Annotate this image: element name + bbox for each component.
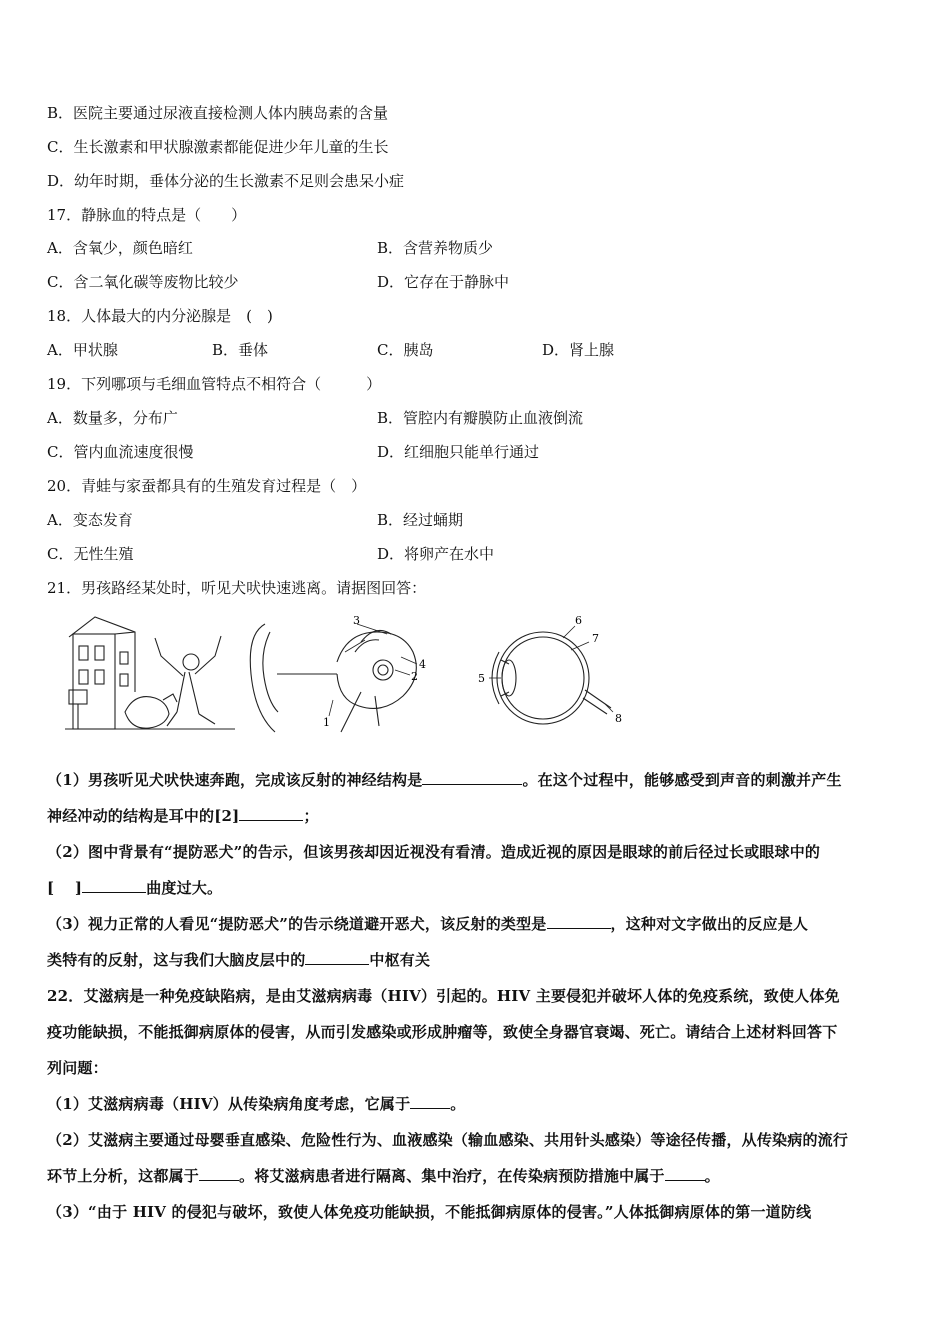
q21-sub3-part-b: ，这种对文字做出的反应是人 <box>610 915 809 933</box>
q21-sub1 <box>47 762 907 834</box>
q17-option-d: D．它存在于静脉中 <box>377 273 510 291</box>
ear-label-4: 4 <box>419 658 426 671</box>
q16-option-c: C．生长激素和甲状腺激素都能促进少年儿童的生长 <box>47 138 389 156</box>
q21-sub1-part-b: 。在这个过程中，能够感受到声音的刺激并产生 <box>522 771 842 789</box>
q22-sub1-part-b: 。 <box>450 1095 466 1113</box>
q19-option-d: D．红细胞只能单行通过 <box>377 443 540 461</box>
q19-option-c: C．管内血流速度很慢 <box>47 443 194 461</box>
q22-sub2 <box>47 1122 907 1194</box>
ear-label-3: 3 <box>353 614 360 627</box>
q21-blank-3[interactable] <box>82 878 146 893</box>
q21-sub3-part-d: 中枢有关 <box>369 951 431 969</box>
q22-stem-line-1: 22．艾滋病是一种免疫缺陷病，是由艾滋病病毒（HIV）引起的。HIV 主要侵犯并破坏人体的免疫系统，致使人体免 <box>47 987 840 1005</box>
q22-sub1-part-a: （1）艾滋病病毒（HIV）从传染病角度考虑，它属于 <box>47 1095 411 1113</box>
q18-option-a: A．甲状腺 <box>47 341 118 359</box>
q21-blank-1[interactable] <box>422 770 522 785</box>
q17-option-c: C．含二氧化碳等废物比较少 <box>47 273 239 291</box>
q22-sub3-part-a: （3）“由于 HIV 的侵犯与破坏，致使人体免疫功能缺损，不能抵御病原体的侵害。”人体抵御病原体的第一道防线 <box>47 1203 812 1221</box>
q21-blank-5[interactable] <box>305 950 369 965</box>
q16-option-d: D．幼年时期，垂体分泌的生长激素不足则会患呆小症 <box>47 172 405 190</box>
q17-stem: 17．静脉血的特点是（ ） <box>47 206 247 224</box>
eye-label-6: 6 <box>575 614 582 627</box>
boy-head <box>183 654 199 670</box>
q22-sub2-part-b: 环节上分析，这都属于 <box>47 1167 200 1185</box>
q16-option-b: B．医院主要通过尿液直接检测人体内胰岛素的含量 <box>47 104 389 122</box>
eye-label-5: 5 <box>478 672 485 685</box>
middle-inner-ear <box>337 632 416 708</box>
q20-option-d: D．将卵产在水中 <box>377 545 495 563</box>
warning-sign <box>69 690 87 704</box>
q22-sub2-part-d: 。 <box>704 1167 720 1185</box>
eye-label-7: 7 <box>592 632 599 645</box>
q20-option-c: C．无性生殖 <box>47 545 134 563</box>
q21-sub1-part-a: （1）男孩听见犬吠快速奔跑，完成该反射的神经结构是 <box>47 771 423 789</box>
q21-blank-4[interactable] <box>547 914 611 929</box>
q18-option-c: C．胰岛 <box>377 341 434 359</box>
q21-sub2-part-b: [ ] <box>47 879 83 897</box>
scene-illustration <box>65 617 235 729</box>
lens <box>502 660 516 696</box>
q22-blank-3[interactable] <box>665 1166 705 1181</box>
eyeball <box>497 632 589 724</box>
q22-blank-2[interactable] <box>199 1166 239 1181</box>
q19-stem: 19．下列哪项与毛细血管特点不相符合（ ） <box>47 375 382 393</box>
q22-stem-line-3: 列问题： <box>47 1059 108 1077</box>
ear-label-1: 1 <box>323 716 330 729</box>
eye-label-8: 8 <box>615 712 622 725</box>
q22-sub1 <box>47 1086 907 1122</box>
q21-blank-2[interactable] <box>239 806 303 821</box>
q17-option-b: B．含营养物质少 <box>377 239 494 257</box>
q22-sub2-part-c: 。将艾滋病患者进行隔离、集中治疗，在传染病预防措施中属于 <box>239 1167 665 1185</box>
q21-sub3-part-a: （3）视力正常的人看见“提防恶犬”的告示绕道避开恶犬，该反射的类型是 <box>47 915 547 933</box>
q20-stem: 20．青蛙与家蚕都具有的生殖发育过程是（ ） <box>47 477 367 495</box>
q22-sub2-part-a: （2）艾滋病主要通过母婴垂直感染、危险性行为、血液感染（输血感染、共用针头感染）等途径传播，从传染病的流行 <box>47 1131 849 1149</box>
q20-option-a: A．变态发育 <box>47 511 133 529</box>
q19-option-b: B．管腔内有瓣膜防止血液倒流 <box>377 409 584 427</box>
outer-ear <box>250 624 275 732</box>
eustachian-tube <box>341 692 379 732</box>
q22-stem-line-2: 疫功能缺损，不能抵御病原体的侵害，从而引发感染或形成肿瘤等，致使全身器官衰竭、死亡。请结合上述材料回答下 <box>47 1023 838 1041</box>
q19-option-a: A．数量多，分布广 <box>47 409 178 427</box>
q21-sub1-part-d: ； <box>303 807 319 825</box>
q22-sub3 <box>47 1194 907 1230</box>
q21-sub2-part-a: （2）图中背景有“提防恶犬”的告示，但该男孩却因近视没有看清。造成近视的原因是眼球的前后径过长或眼球中的 <box>47 843 821 861</box>
q21-sub2-part-c: 曲度过大。 <box>146 879 223 897</box>
q21-sub1-part-c: 神经冲动的结构是耳中的[2] <box>47 807 240 825</box>
q21-sub3 <box>47 906 907 978</box>
q18-stem: 18．人体最大的内分泌腺是 ( ) <box>47 307 273 325</box>
q21-sub3-part-c: 类特有的反射，这与我们大脑皮层中的 <box>47 951 306 969</box>
ear-label-2: 2 <box>411 670 418 683</box>
dog <box>125 697 169 729</box>
q21-figures <box>65 612 625 737</box>
cochlea <box>373 660 393 680</box>
q18-option-d: D．肾上腺 <box>542 341 615 359</box>
q20-option-b: B．经过蛹期 <box>377 511 464 529</box>
ear-diagram <box>250 624 417 732</box>
q21-figure-svg <box>65 612 625 737</box>
optic-nerve <box>583 690 611 714</box>
q22-blank-1[interactable] <box>410 1094 450 1109</box>
q17-option-a: A．含氧少，颜色暗红 <box>47 239 193 257</box>
q18-option-b: B．垂体 <box>212 341 269 359</box>
q21-stem: 21．男孩路经某处时，听见犬吠快速逃离。请据图回答： <box>47 579 427 597</box>
boy-body <box>155 636 221 726</box>
q22-stem <box>47 978 907 1086</box>
q21-sub2 <box>47 834 907 906</box>
